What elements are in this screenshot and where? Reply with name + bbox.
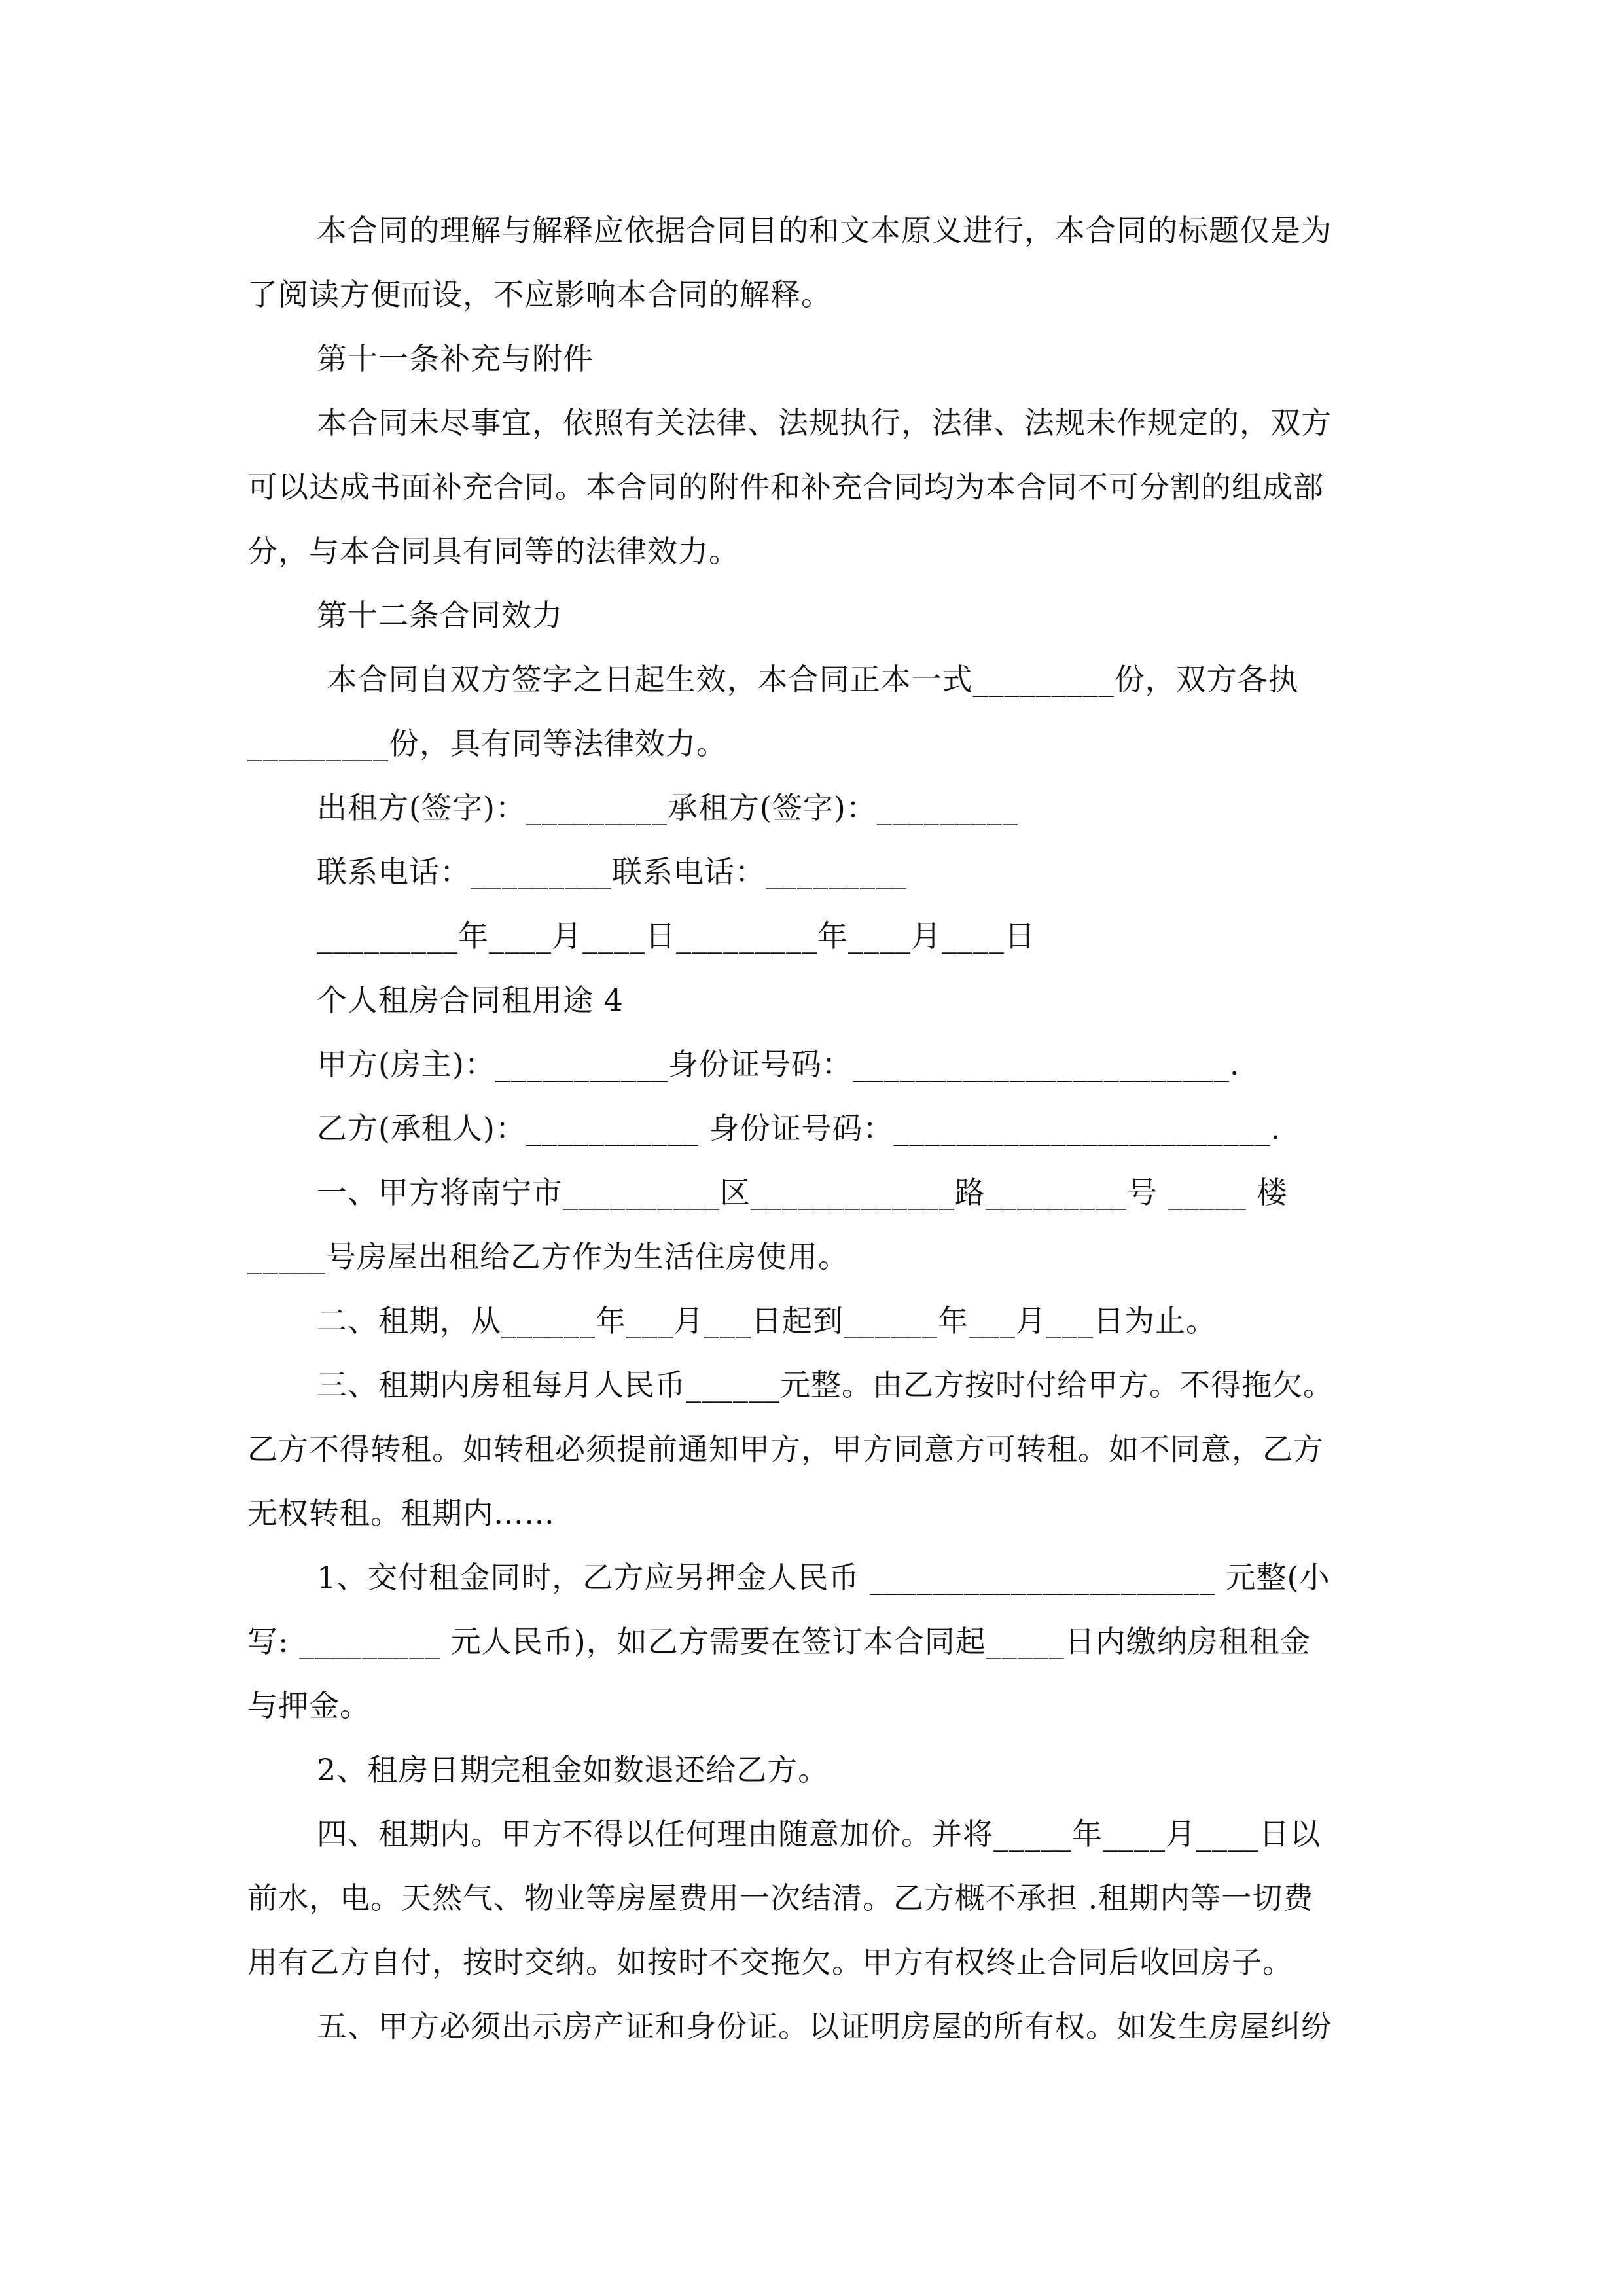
clause-5: 五、甲方必须出示房产证和身份证。以证明房屋的所有权。如发生房屋纠纷	[317, 2009, 1332, 2044]
clause-3-line-2: 乙方不得转租。如转租必须提前通知甲方，甲方同意方可转租。如不同意，乙方	[247, 1431, 1324, 1467]
clause-3-1-line-3: 与押金。	[247, 1688, 370, 1723]
clause-4-line-2: 前水，电。天然气、物业等房屋费用一次结清。乙方概不承担 .租期内等一切费	[247, 1880, 1314, 1916]
clause-3-2: 2、租房日期完租金如数退还给乙方。	[317, 1752, 829, 1787]
section-title-contract-4: 个人租房合同租用途 4	[317, 982, 624, 1018]
para-supplement-line-3: 分，与本合同具有同等的法律效力。	[247, 533, 740, 569]
para-effect-line-1: 本合同自双方签字之日起生效，本合同正本一式_________份，双方各执	[317, 662, 1299, 697]
para-supplement-line-1: 本合同未尽事宜，依照有关法律、法规执行，法律、法规未作规定的，双方	[317, 405, 1332, 440]
date-line: _________年____月____日_________年____月____日	[317, 918, 1035, 954]
clause-3-1-line-2: 写: _________ 元人民币)，如乙方需要在签订本合同起_____日内缴纳房租租金	[247, 1624, 1311, 1659]
clause-1-line-2: _____号房屋出租给乙方作为生活住房使用。	[247, 1239, 849, 1274]
para-interpretation-line-2: 了阅读方便而设，不应影响本合同的解释。	[247, 277, 832, 312]
phone-line: 联系电话：_________联系电话：_________	[317, 854, 907, 889]
party-b-line: 乙方(承租人)：___________ 身份证号码：________________________.	[317, 1111, 1281, 1146]
heading-article-12: 第十二条合同效力	[317, 598, 563, 633]
para-interpretation-line-1: 本合同的理解与解释应依据合同目的和文本原义进行，本合同的标题仅是为	[317, 213, 1332, 248]
para-effect-line-2: _________份，具有同等法律效力。	[247, 726, 727, 761]
clause-4-line-3: 用有乙方自付，按时交纳。如按时不交拖欠。甲方有权终止合同后收回房子。	[247, 1945, 1293, 1980]
heading-article-11: 第十一条补充与附件	[317, 341, 594, 376]
clause-2: 二、租期，从______年___月___日起到______年___月___日为止。	[317, 1303, 1217, 1338]
clause-1-line-1: 一、甲方将南宁市__________区_____________路_________号 _____ 楼	[317, 1175, 1288, 1210]
para-supplement-line-2: 可以达成书面补充合同。本合同的附件和补充合同均为本合同不可分割的组成部	[247, 469, 1324, 505]
party-a-line: 甲方(房主)：___________身份证号码：________________________.	[317, 1047, 1240, 1082]
signature-line: 出租方(签字)：_________承租方(签字)：_________	[317, 790, 1018, 825]
clause-3-line-1: 三、租期内房租每月人民币______元整。由乙方按时付给甲方。不得拖欠。	[317, 1367, 1334, 1403]
clause-4-line-1: 四、租期内。甲方不得以任何理由随意加价。并将_____年____月____日以	[317, 1816, 1321, 1852]
clause-3-line-3: 无权转租。租期内……	[247, 1496, 555, 1531]
clause-3-1-line-1: 1、交付租金同时，乙方应另押金人民币 ______________________ 元整(小	[317, 1560, 1330, 1595]
